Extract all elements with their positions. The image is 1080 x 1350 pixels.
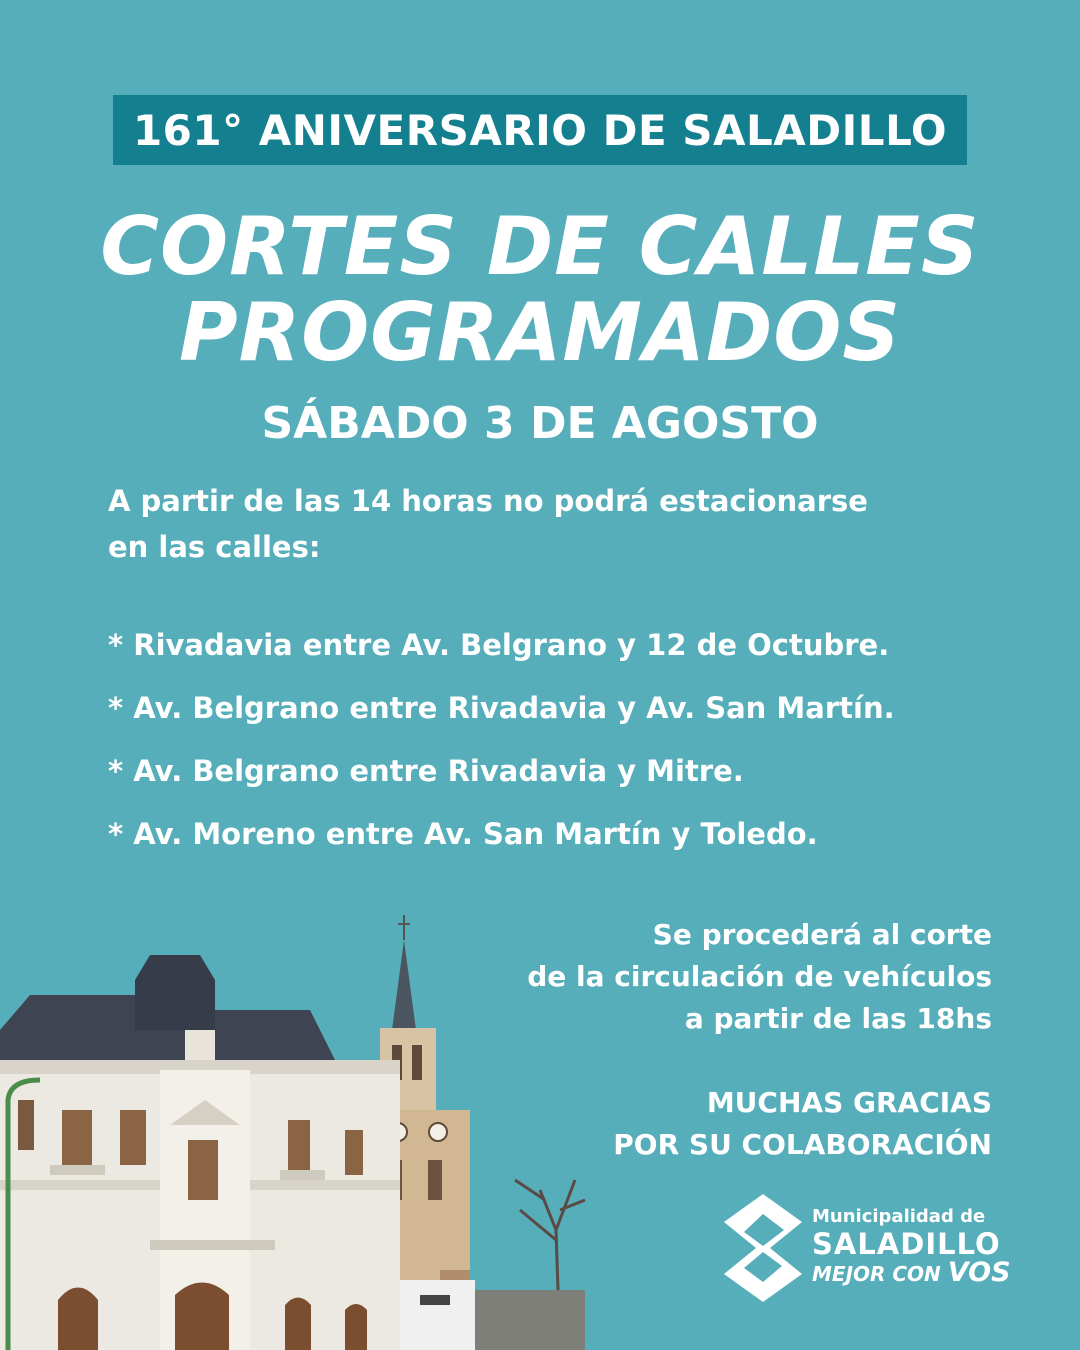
saladillo-logo-icon	[722, 1192, 804, 1304]
logo-tagline	[812, 1257, 1011, 1288]
town-hall-photo	[0, 910, 590, 1350]
thanks-line-2: POR SU COLABORACIÓN	[613, 1128, 992, 1161]
list-item: * Av. Moreno entre Av. San Martín y Toledo.	[108, 817, 818, 851]
notice-line-2: de la circulación de vehículos	[527, 960, 992, 993]
municipal-building	[0, 955, 400, 1350]
municipality-logo	[722, 1192, 1012, 1307]
list-item: * Av. Belgrano entre Rivadavia y Av. San Martín.	[108, 691, 895, 725]
logo-line-1: Municipalidad de	[812, 1206, 986, 1227]
list-item: * Rivadavia entre Av. Belgrano y 12 de Octubre.	[108, 628, 890, 662]
intro-line-1: A partir de las 14 horas no podrá estacionarse	[108, 484, 868, 518]
logo-line-2: SALADILLO	[812, 1227, 1001, 1261]
banner-text: 161° ANIVERSARIO DE SALADILLO	[132, 105, 948, 155]
intro-line-2: en las calles:	[108, 530, 321, 564]
street-background	[475, 1290, 585, 1350]
tagline-vos: VOS	[947, 1257, 1011, 1288]
traffic-notice	[527, 914, 992, 1040]
list-item: * Av. Belgrano entre Rivadavia y Mitre.	[108, 754, 744, 788]
event-date: SÁBADO 3 DE AGOSTO	[261, 398, 819, 449]
street-list	[108, 622, 1008, 874]
thanks-line-1: MUCHAS GRACIAS	[706, 1086, 992, 1119]
tagline-text: MEJOR CON	[812, 1262, 948, 1286]
intro-text	[108, 478, 928, 570]
thanks-message	[613, 1082, 992, 1166]
notice-line-1: Se procederá al corte	[652, 918, 992, 951]
notice-line-3: a partir de las 18hs	[684, 1002, 992, 1035]
headline-line-1: CORTES DE CALLES	[100, 200, 980, 293]
small-building	[400, 1280, 475, 1350]
headline-line-2: PROGRAMADOS	[179, 286, 901, 379]
logo-text	[812, 1206, 1011, 1287]
anniversary-banner	[113, 95, 967, 165]
